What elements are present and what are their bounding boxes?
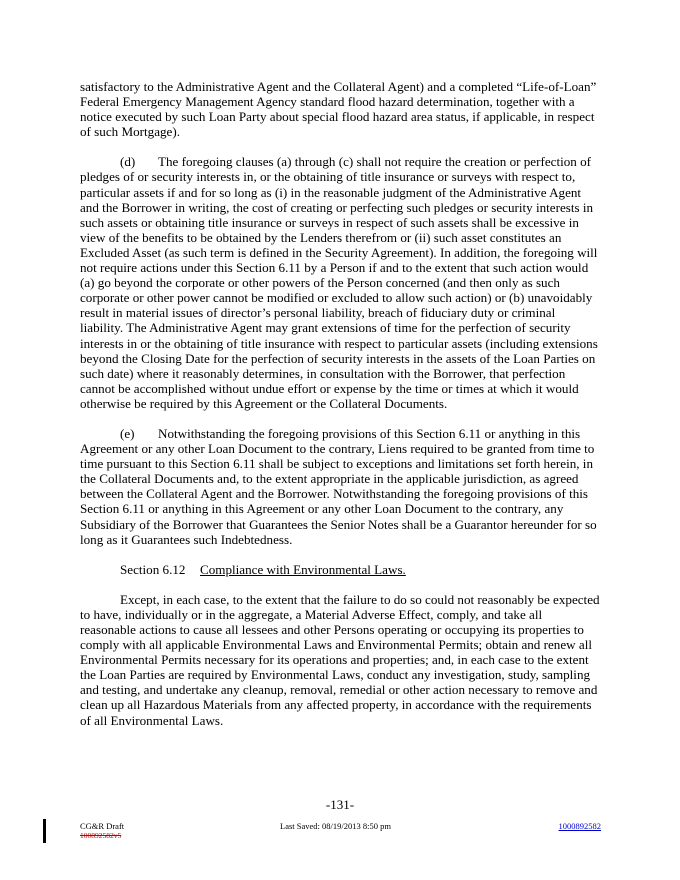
paragraph-d: [80, 154, 601, 411]
section-number: Section 6.12: [120, 561, 186, 577]
deleted-doc-number: 100892582v5: [80, 831, 122, 840]
document-body: [80, 79, 601, 743]
paragraph-continuation: satisfactory to the Administrative Agent and the Collateral Agent) and a completed “Life-of-Loan” Federal Emergency Management Agency standard flood hazard determination, together with a notice executed by such Loan Party about special flood hazard area status, if applicable, in respect of such Mortgage).: [80, 79, 597, 140]
doc-number-link[interactable]: 1000892582: [558, 821, 601, 831]
page-footer: [0, 821, 680, 851]
paragraph-d-label: (d): [120, 154, 136, 170]
paragraph-e-label: (e): [120, 425, 135, 441]
page-number: -131-: [325, 797, 355, 812]
paragraph-e: [80, 426, 601, 547]
last-saved: Last Saved: 08/19/2013 8:50 pm: [280, 821, 391, 831]
section-title: Compliance with Environmental Laws.: [200, 561, 406, 577]
draft-label: CG&R Draft: [80, 821, 125, 831]
footer-left: [80, 821, 124, 841]
paragraph-d-text: The foregoing clauses (a) through (c) shall not require the creation or perfection of pledges of or security interests in, or the obtaining of title insurance or surveys with respect to, particular assets if and for so long as (i) in the reasonable judgment of the Administrative Agent and the Borrower in writing, the cost of creating or perfecting such pledges or security interests in such assets or obtaining title insurance or surveys in respect of such assets shall be excessive in view of the benefits to be obtained by the Lenders therefrom or (ii) such asset constitutes an Excluded Asset (as such term is defined in the Security Agreement). In addition, the foregoing will not require actions under this Section 6.11 by a Person if and to the extent that such action would (a) go beyond the corporate or other powers of the Person concerned (and then only as such corporate or other power cannot be modified or excluded to allow such action) or (b) unavoidably result in material issues of director’s personal liability, breach of fiduciary duty or criminal liability. The Administrative Agent may grant extensions of time for the perfection of security interests in or the obtaining of title insurance with respect to particular assets (including extensions beyond the Closing Date for the perfection of security interests in the assets of the Loan Parties on such date) where it reasonably determines, in consultation with the Borrower, that perfection cannot be accomplished without undue effort or expense by the time or times at which it would otherwise be required by this Agreement or the Collateral Documents.: [80, 154, 598, 411]
section-heading: [80, 562, 601, 577]
paragraph-e-text: Notwithstanding the foregoing provisions of this Section 6.11 or anything in this Agreement or any other Loan Document to the contrary, Liens required to be granted from time to time pursuant to this Section 6.11 shall be subject to exceptions and limitations set forth herein, in the Collateral Documents and, to the extent appropriate in the applicable jurisdiction, as agreed between the Collateral Agent and the Borrower. Notwithstanding the foregoing provisions of this Section 6.11 or anything in this Agreement or any other Loan Document to the contrary, any Subsidiary of the Borrower that Guarantees the Senior Notes shall be a Guarantor hereunder for so long as it Guarantees such Indebtedness.: [80, 425, 597, 547]
paragraph-environmental: Except, in each case, to the extent that the failure to do so could not reasonably be expected to have, individually or in the aggregate, a Material Adverse Effect, comply, and take all reasonable actions to cause all lessees and other Persons operating or occupying its properties to comply with all applicable Environmental Laws and Environmental Permits; obtain and renew all Environmental Permits necessary for its operations and properties; and, in each case to the extent the Loan Parties are required by Environmental Laws, conduct any investigation, study, sampling and testing, and undertake any cleanup, removal, remedial or other action necessary to remove and clean up all Hazardous Materials from any affected property, in accordance with the requirements of all Environmental Laws.: [80, 591, 600, 728]
